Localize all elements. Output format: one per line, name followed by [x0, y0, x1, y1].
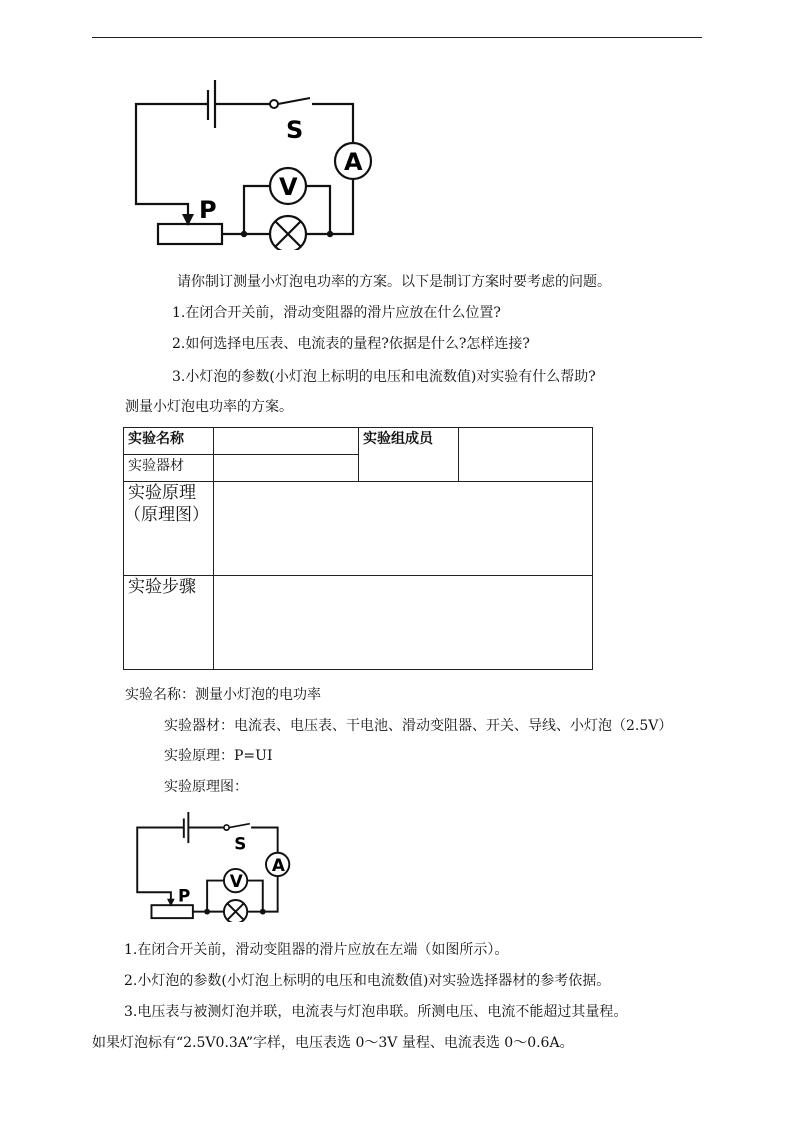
question-2: 2.如何选择电压表、电流表的量程?依据是什么?怎样连接?: [172, 336, 530, 352]
table-label-principle: [124, 482, 214, 576]
table-label-name: 实验名称: [124, 428, 214, 455]
voltmeter-label: V: [279, 173, 298, 201]
table-label-steps: 实验步骤: [124, 576, 214, 670]
answer-1: 1.在闭合开关前，滑动变阻器的滑片应放在左端（如图所示）。: [124, 942, 509, 958]
switch-label: S: [286, 116, 304, 144]
header-rule: [92, 37, 702, 38]
voltmeter-label-small: V: [229, 871, 243, 892]
principle-label-line1: 实验原理: [128, 483, 196, 503]
ammeter-label-small: A: [271, 854, 285, 875]
switch-label-small: S: [234, 833, 247, 854]
table-cell-name[interactable]: [214, 428, 359, 455]
circuit-diagram-answer: [126, 812, 296, 922]
answer-principle: 实验原理：P=UI: [164, 748, 273, 764]
answer-equipment: 实验器材：电流表、电压表、干电池、滑动变阻器、开关、导线、小灯泡（2.5V）: [164, 718, 673, 734]
rheostat-slider-label: P: [199, 196, 217, 224]
answer-3-line2: 如果灯泡标有“2.5V0.3A”字样，电压表选 0～3V 量程、电流表选 0～0.6A。: [92, 1035, 574, 1051]
table-cell-equipment[interactable]: [214, 455, 359, 482]
table-label-members: 实验组成员: [359, 428, 459, 482]
table-cell-steps[interactable]: [214, 576, 593, 670]
rheostat-slider-label-small: P: [178, 885, 191, 906]
circuit-diagram-top: [120, 80, 380, 250]
table-label-equipment: 实验器材: [124, 455, 214, 482]
plan-title: 测量小灯泡电功率的方案。: [125, 399, 293, 415]
answer-2: 2.小灯泡的参数(小灯泡上标明的电压和电流数值)对实验选择器材的参考依据。: [124, 973, 611, 989]
intro-prompt: 请你制订测量小灯泡电功率的方案。以下是制订方案时要考虑的问题。: [177, 274, 611, 290]
answer-name: 实验名称：测量小灯泡的电功率: [125, 687, 321, 703]
table-cell-members[interactable]: [459, 428, 593, 482]
answer-3-line1: 3.电压表与被测灯泡并联，电流表与灯泡串联。所测电压、电流不能超过其量程。: [124, 1004, 628, 1020]
question-3: 3.小灯泡的参数(小灯泡上标明的电压和电流数值)对实验有什么帮助?: [172, 369, 596, 385]
answer-diagram-label: 实验原理图：: [164, 779, 248, 795]
ammeter-label: A: [344, 148, 363, 176]
table-cell-principle[interactable]: [214, 482, 593, 576]
plan-table: [123, 427, 593, 670]
principle-label-line2: （原理图）: [124, 505, 209, 525]
question-1: 1.在闭合开关前，滑动变阻器的滑片应放在什么位置?: [172, 305, 501, 321]
